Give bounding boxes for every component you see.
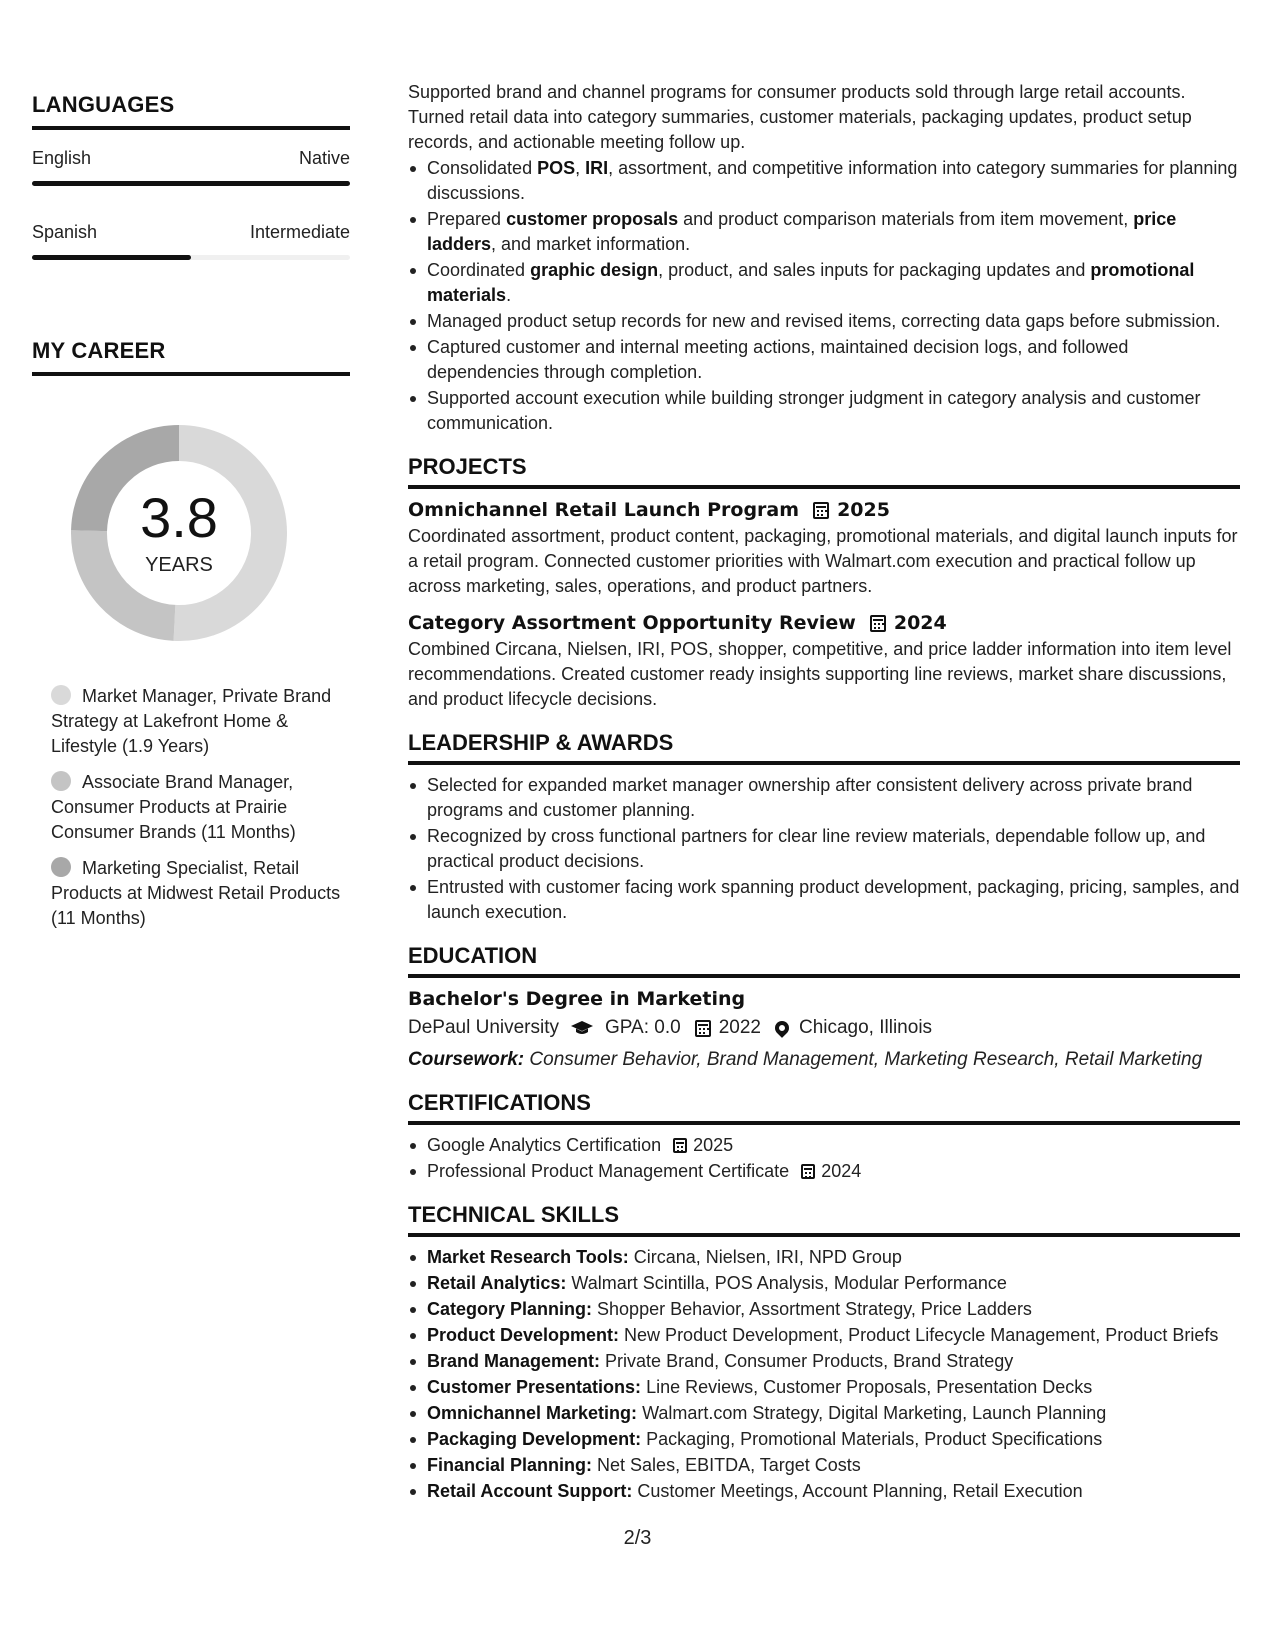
skill-category: Market Research Tools:	[427, 1247, 629, 1267]
legend-dot	[51, 857, 71, 877]
map-pin-icon	[772, 1018, 792, 1038]
certifications-section	[408, 1090, 1240, 1184]
leadership-section	[408, 730, 1240, 925]
legend-item	[51, 684, 341, 759]
language-bar-fill	[32, 181, 350, 186]
legend-label: Market Manager, Private Brand Strategy at Lakefront Home & Lifestyle (1.9 Years)	[51, 686, 332, 756]
leadership-item: Selected for expanded market manager ownership after consistent delivery across private brand programs and customer planning.	[408, 773, 1240, 823]
bullet-keyword: IRI	[585, 158, 609, 178]
calendar-icon	[673, 1138, 687, 1153]
projects-section	[408, 454, 1240, 712]
page-number: 2/3	[623, 1527, 652, 1549]
language-bar	[32, 255, 350, 260]
skill-item	[408, 1245, 1240, 1270]
legend-item	[51, 856, 341, 931]
skill-category: Omnichannel Marketing:	[427, 1403, 638, 1423]
experience-bullets	[408, 156, 1240, 436]
skill-item	[408, 1297, 1240, 1322]
graduation-year: 2022	[718, 1017, 761, 1038]
school-name: DePaul University	[408, 1017, 559, 1038]
skill-item	[408, 1427, 1240, 1452]
career-section	[32, 338, 350, 931]
projects-title: PROJECTS	[408, 454, 527, 479]
language-name: English	[32, 148, 92, 168]
bullet-text: Coordinated	[427, 260, 531, 280]
skill-item	[408, 1453, 1240, 1478]
legend-dot	[51, 685, 71, 705]
bullet-text: , assortment, and competitive information into category summaries for planning discussions.	[427, 158, 1238, 203]
right-column	[408, 80, 1240, 1504]
calendar-icon	[801, 1164, 815, 1179]
education-meta	[408, 1013, 1240, 1043]
section-divider	[408, 1233, 1240, 1237]
career-title: MY CAREER	[32, 338, 166, 363]
language-item	[32, 148, 350, 186]
experience-intro: Supported brand and channel programs for consumer products sold through large retail accounts. Turned retail data into category summaries, customer materials, packaging updates, product setup records, and actionable meeting follow up.	[408, 82, 1192, 152]
skill-item	[408, 1271, 1240, 1296]
leadership-item: Entrusted with customer facing work spanning product development, packaging, pricing, samples, and launch execution.	[408, 875, 1240, 925]
experience-bullet	[408, 258, 1240, 308]
section-divider	[408, 485, 1240, 489]
skill-values: Customer Meetings, Account Planning, Retail Execution	[637, 1481, 1083, 1501]
bullet-text: Captured customer and internal meeting actions, maintained decision logs, and followed dependencies through completion.	[427, 337, 1129, 382]
calendar-icon	[695, 1020, 711, 1037]
experience-bullet	[408, 335, 1240, 385]
skill-values: New Product Development, Product Lifecycle Management, Product Briefs	[624, 1325, 1219, 1345]
leadership-title: LEADERSHIP & AWARDS	[408, 730, 674, 755]
skill-values: Circana, Nielsen, IRI, NPD Group	[633, 1247, 902, 1267]
graduation-cap-icon	[571, 1021, 593, 1035]
skill-values: Packaging, Promotional Materials, Product Specifications	[646, 1429, 1103, 1449]
languages-title: LANGUAGES	[32, 92, 175, 117]
coursework	[408, 1047, 1240, 1072]
skill-item	[408, 1479, 1240, 1504]
skill-category: Financial Planning:	[427, 1455, 593, 1475]
skill-values: Line Reviews, Customer Proposals, Presentation Decks	[646, 1377, 1093, 1397]
bullet-text: , and market information.	[491, 234, 691, 254]
project-name: Category Assortment Opportunity Review	[408, 612, 856, 634]
bullet-keyword: POS	[537, 158, 576, 178]
bullet-keyword: customer proposals	[506, 209, 679, 229]
skill-category: Product Development:	[427, 1325, 620, 1345]
experience-bullet	[408, 309, 1240, 334]
experience-bullet	[408, 386, 1240, 436]
certifications-title: CERTIFICATIONS	[408, 1090, 591, 1115]
section-divider	[32, 126, 350, 130]
skills-list	[408, 1245, 1240, 1504]
bullet-keyword: price ladders	[427, 209, 1177, 254]
skill-item	[408, 1401, 1240, 1426]
skill-item	[408, 1349, 1240, 1374]
project-description: Coordinated assortment, product content, packaging, promotional materials, and digital launch inputs for a retail program. Connected customer priorities with Walmart.com execution and practical follow up across marketing, sales, operations, and product partners.	[408, 526, 1238, 596]
education-section	[408, 943, 1240, 1072]
bullet-keyword: promotional materials	[427, 260, 1195, 305]
legend-item	[51, 770, 341, 845]
career-donut-chart	[66, 420, 292, 646]
certification-item	[408, 1159, 1240, 1184]
career-legend	[51, 684, 341, 931]
coursework-list: Consumer Behavior, Brand Management, Marketing Research, Retail Marketing	[529, 1049, 1203, 1070]
bullet-keyword: graphic design	[530, 260, 659, 280]
language-item	[32, 222, 350, 260]
legend-label: Associate Brand Manager, Consumer Products at Prairie Consumer Brands (11 Months)	[51, 772, 296, 842]
bullet-text: Consolidated	[427, 158, 538, 178]
calendar-icon	[870, 615, 886, 632]
skills-section	[408, 1202, 1240, 1504]
career-total-years: 3.8	[140, 485, 218, 549]
skill-values: Shopper Behavior, Assortment Strategy, Price Ladders	[597, 1299, 1032, 1319]
leadership-item: Recognized by cross functional partners for clear line review materials, dependable follow up, and practical product decisions.	[408, 824, 1240, 874]
bullet-text: ,	[575, 158, 586, 178]
languages-section	[32, 92, 350, 260]
school-location: Chicago, Illinois	[798, 1017, 933, 1038]
language-level: Native	[298, 148, 350, 168]
experience-bullet	[408, 207, 1240, 257]
section-divider	[408, 974, 1240, 978]
skill-category: Brand Management:	[427, 1351, 601, 1371]
section-divider	[32, 372, 350, 376]
project-description: Combined Circana, Nielsen, IRI, POS, shopper, competitive, and price ladder information into item level recommendations. Created customer ready insights supporting line reviews, market share discussions, and product lifecycle decisions.	[408, 639, 1232, 709]
skill-category: Retail Analytics:	[427, 1273, 567, 1293]
project-year: 2025	[837, 499, 890, 521]
skill-values: Walmart.com Strategy, Digital Marketing, Launch Planning	[642, 1403, 1107, 1423]
certification-name: Google Analytics Certification	[427, 1135, 662, 1155]
bullet-text: , product, and sales inputs for packaging updates and	[658, 260, 1091, 280]
bullet-text: .	[506, 285, 512, 305]
skill-values: Private Brand, Consumer Products, Brand Strategy	[605, 1351, 1014, 1371]
project-year: 2024	[893, 612, 947, 634]
language-level: Intermediate	[249, 222, 350, 242]
gpa: GPA: 0.0	[605, 1017, 681, 1038]
section-divider	[408, 761, 1240, 765]
coursework-label: Coursework:	[408, 1049, 525, 1070]
project-item	[408, 610, 1240, 712]
language-name: Spanish	[32, 222, 98, 242]
language-bar-fill	[32, 255, 191, 260]
project-name: Omnichannel Retail Launch Program	[408, 499, 800, 521]
skills-title: TECHNICAL SKILLS	[408, 1202, 620, 1227]
certification-year: 2025	[693, 1135, 734, 1155]
language-bar	[32, 181, 350, 186]
leadership-list	[408, 773, 1240, 925]
certifications-list	[408, 1133, 1240, 1184]
skill-values: Net Sales, EBITDA, Target Costs	[597, 1455, 861, 1475]
section-divider	[408, 1121, 1240, 1125]
legend-label: Marketing Specialist, Retail Products at Midwest Retail Products (11 Months)	[51, 858, 341, 928]
skill-item	[408, 1375, 1240, 1400]
degree-name: Bachelor's Degree in Marketing	[408, 988, 746, 1010]
experience-bullet	[408, 156, 1240, 206]
certification-item	[408, 1133, 1240, 1158]
skill-category: Packaging Development:	[427, 1429, 642, 1449]
certification-name: Professional Product Management Certificate	[427, 1161, 790, 1181]
skill-category: Category Planning:	[427, 1299, 593, 1319]
bullet-text: Prepared	[427, 209, 507, 229]
calendar-icon	[813, 502, 829, 519]
skill-category: Customer Presentations:	[427, 1377, 642, 1397]
legend-dot	[51, 771, 71, 791]
certification-year: 2024	[821, 1161, 862, 1181]
skill-item	[408, 1323, 1240, 1348]
career-years-unit: YEARS	[145, 553, 213, 576]
bullet-text: Managed product setup records for new and revised items, correcting data gaps before submission.	[427, 311, 1221, 331]
project-item	[408, 497, 1240, 599]
bullet-text: Supported account execution while building stronger judgment in category analysis and customer communication.	[427, 388, 1201, 433]
skill-category: Retail Account Support:	[427, 1481, 633, 1501]
left-column	[32, 92, 350, 942]
education-title: EDUCATION	[408, 943, 538, 968]
bullet-text: and product comparison materials from item movement,	[678, 209, 1134, 229]
skill-values: Walmart Scintilla, POS Analysis, Modular Performance	[571, 1273, 1007, 1293]
